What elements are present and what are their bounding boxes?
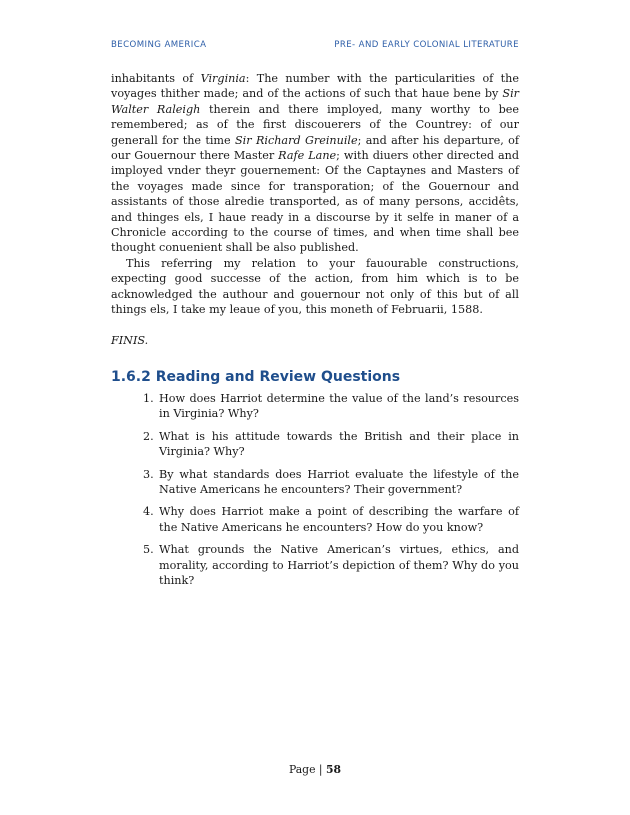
body-paragraph-2: This referring my relation to your fauourable constructions, expecting good successe of the action, from him which is to be acknowledged the authour and gouernour not only of this but of all things els, I take my leaue of you, this moneth of Februarii, 1588.	[111, 256, 519, 317]
p1-italic-lane: Rafe Lane	[278, 149, 337, 163]
body-paragraph-1	[111, 71, 519, 256]
page-footer	[0, 763, 630, 776]
p1-run: ; and after his departure, of our Gouernour there Master	[111, 133, 520, 163]
page-label: Page	[288, 763, 316, 776]
p1-run: therein and there imployed, many worthy to bee remembered; as of the first discouerers of the Countrey: of our generall for the time	[111, 102, 519, 147]
question-number: 5.	[143, 543, 154, 557]
question-item	[143, 429, 519, 460]
page-content	[111, 71, 519, 595]
header-chapter-title: PRE- AND EARLY COLONIAL LITERATURE	[334, 40, 519, 50]
finis-text: FINIS.	[111, 333, 149, 347]
section-heading: 1.6.2 Reading and Review Questions	[111, 368, 401, 385]
question-item	[143, 391, 519, 422]
p1-italic-raleigh: Sir Walter Raleigh	[111, 87, 519, 116]
question-text: How does Harriot determine the value of the land’s resources in Virginia? Why?	[159, 391, 519, 421]
page-separator: |	[315, 763, 326, 776]
p1-run: ; with diuers other directed and imployed vnder theyr gouernement: Of the Captaynes and Masters of the voyages made since for transporation; of the Gouernour and assistants of those alredie transported, as of many persons, accidêts, and thinges els, I haue ready in a discourse by it selfe in maner of a Chronicle according to the course of times, and when time shall bee thought conuenient shall be also published.	[111, 149, 519, 255]
p1-run: : The number with the particularities of the voyages thither made; and of the actions of such that haue bene by	[111, 72, 519, 101]
question-item	[143, 467, 519, 498]
question-number: 1.	[143, 391, 154, 405]
p1-run: inhabitants of	[111, 72, 201, 85]
question-number: 2.	[143, 429, 154, 443]
header-book-title: BECOMING AMERICA	[111, 40, 207, 50]
p1-italic-greinuile: Sir Richard Greinuile	[235, 133, 358, 147]
question-text: What is his attitude towards the British and their place in Virginia? Why?	[159, 429, 519, 459]
question-number: 3.	[143, 467, 154, 481]
question-item	[143, 504, 519, 535]
question-text: Why does Harriot make a point of describing the warfare of the Native Americans he encounters? How do you know?	[159, 505, 519, 534]
question-number: 4.	[143, 505, 154, 519]
question-text: By what standards does Harriot evaluate the lifestyle of the Native Americans he encounters? Their government?	[159, 467, 519, 496]
running-header	[111, 40, 519, 50]
question-list	[111, 391, 519, 588]
p1-italic-virginia: Virginia	[200, 72, 246, 85]
page-number: 58	[326, 763, 342, 776]
question-text: What grounds the Native American’s virtues, ethics, and morality, according to Harriot’s depiction of them? Why do you think?	[159, 543, 519, 587]
question-item	[143, 542, 519, 588]
